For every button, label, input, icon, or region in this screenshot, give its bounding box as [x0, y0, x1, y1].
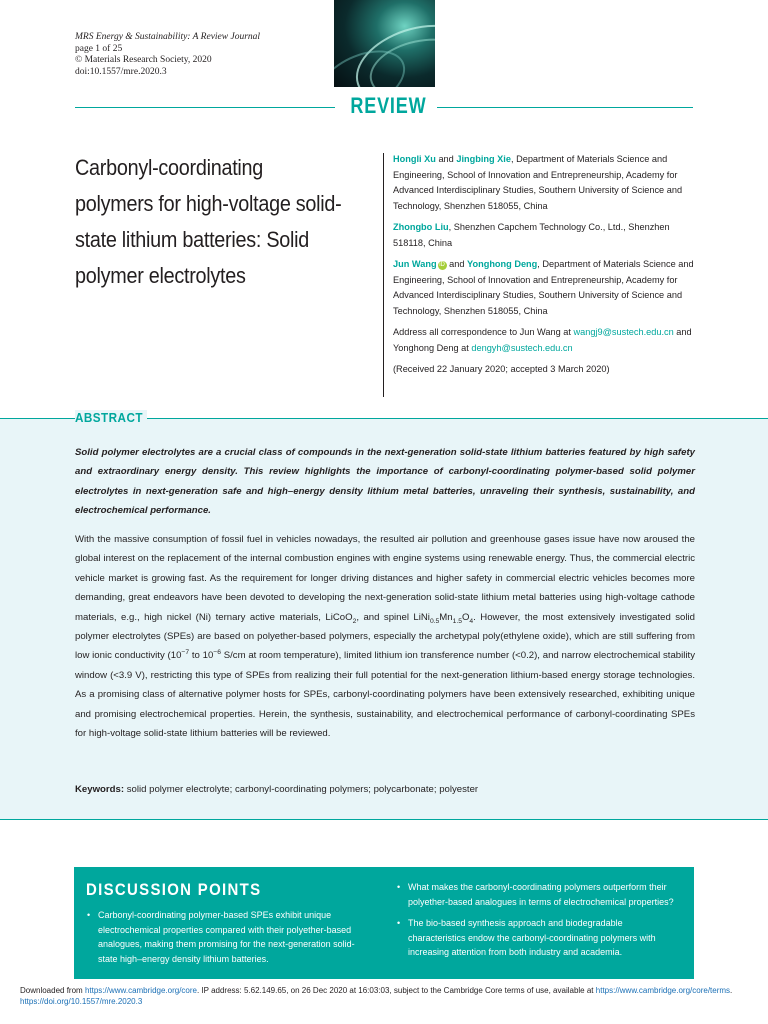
abstract-lead: Solid polymer electrolytes are a crucial class of compounds in the next-generation solid-state lithium batteries featured by high safety and extraordinary energy density. This review highlights the importance of carbonyl-coordinating polymer-based solid polymer electrolytes in next-generation safe and high–energy density lithium metal batteries, unraveling their synthesis, sustainability, and electrochemical performance.: [75, 447, 695, 516]
received-dates: (Received 22 January 2020; accepted 3 March 2020): [393, 364, 610, 374]
review-rule-left: [75, 107, 335, 108]
downloaded-label: Downloaded from: [20, 986, 83, 995]
author-name[interactable]: Jun Wang: [393, 259, 437, 269]
title-divider: [383, 153, 384, 397]
orcid-icon[interactable]: iD: [439, 262, 445, 268]
discussion-point: • What makes the carbonyl-coordinating polymers outperform their polyether-based analogues in terms of electrochemical properties?: [396, 880, 682, 909]
review-rule-right: [437, 107, 693, 108]
discussion-heading: DISCUSSION POINTS: [86, 880, 262, 899]
correspondence-mid: and Yonghong Deng at: [393, 327, 692, 353]
author-name[interactable]: Yonghong Deng: [467, 259, 538, 269]
doi-link[interactable]: https://doi.org/10.1557/mre.2020.3: [20, 997, 143, 1006]
author-name[interactable]: Hongli Xu: [393, 154, 436, 164]
affiliation-group-1: Hongli Xu and Jingbing Xie, Department of Materials Science and Engineering, School of Innovation and Entrepreneurship, Academy for Advanced Interdisciplinary Studies, Southern University of Science and Technology, Shenzhen 518055, China: [393, 154, 683, 211]
affiliation-text: Shenzhen Capchem Technology Co., Ltd., Shenzhen 518118, China: [393, 222, 670, 248]
article-title: Carbonyl-coordinating polymers for high-voltage solid-state lithium batteries: Solid polymer electrolytes: [75, 155, 342, 288]
terms-link[interactable]: https://www.cambridge.org/core/terms: [595, 986, 731, 995]
email-link[interactable]: wangj9@sustech.edu.cn: [573, 327, 674, 337]
cambridge-core-link[interactable]: https://www.cambridge.org/core: [84, 986, 197, 995]
conjunction: and: [449, 259, 465, 269]
journal-cover-image: [334, 0, 435, 87]
page-count: page 1 of 25: [75, 43, 123, 54]
author-name[interactable]: Jingbing Xie: [456, 154, 511, 164]
discussion-points-box: [74, 867, 694, 979]
discussion-point: • The bio-based synthesis approach and biodegradable characteristics endow the carbonyl-coordinating polymers with increasing attention from both industry and academia.: [396, 916, 682, 960]
copyright: © Materials Research Society, 2020: [75, 55, 212, 65]
abstract-heading: ABSTRACT: [75, 410, 147, 425]
author-affiliations: [393, 152, 698, 384]
correspondence: [393, 325, 698, 356]
journal-name: MRS Energy & Sustainability: A Review Journal: [75, 32, 261, 42]
correspondence-prefix: Address all correspondence to Jun Wang at: [393, 327, 571, 337]
conjunction: and: [438, 154, 454, 164]
section-label: REVIEW: [350, 93, 427, 118]
ip-info: . IP address: 5.62.149.65, on 26 Dec 2020 at 16:03:03, subject to the Cambridge Core terms of use, available at: [196, 986, 594, 995]
discussion-list-right: [396, 880, 682, 967]
affiliation-group-2: Zhongbo Liu, Shenzhen Capchem Technology Co., Ltd., Shenzhen 518118, China: [393, 222, 670, 248]
author-name[interactable]: Zhongbo Liu: [393, 222, 449, 232]
keywords-list: solid polymer electrolyte; carbonyl-coordinating polymers; polycarbonate; polyester: [126, 784, 479, 795]
abstract-body: With the massive consumption of fossil fuel in vehicles nowadays, the resulted air pollution and greenhouse gases issue have now aroused the global interest on the replacement of the internal combustion engines with engine systems using renewable energy. Thus, the commercial electric vehicle market is growing fast. As the requirement for longer driving distances and higher safety in commercial electric vehicles becomes more demanding, great endeavors have been devoted to developing the next-generation solid-state lithium metal batteries using high-voltage cathode materials, e.g., high nickel (Ni) ternary active materials, LiCoO$_2$, and spinel $LiNi_{0.5}Mn_{1.5}O_4$. However, the most extensively investigated solid polymer electrolytes (SPEs) are based on polyether-based polymers, especially the archetypal poly(ethylene oxide), which are still suffering from low ionic conductivity ($10^{-7}$ to $10^{-6}$ S/cm at room temperature), limited lithium ion transference number (<0.2), and narrow electrochemical stability window (<3.9 V), restricting this type of SPEs from realizing their full potential for the next-generation lithium-based energy storage technologies. As a promising class of alternative polymer hosts for SPEs, carbonyl-coordinating polymers have been extensively researched, exhibiting unique and promising electrochemical properties. Herein, the synthesis, sustainability, and electrochemical performance of carbonyl-coordinating SPEs for high-voltage solid-state lithium batteries will be reviewed.: [75, 534, 695, 740]
affiliation-text: Department of Materials Science and Engineering, School of Innovation and Entrepreneurship, Academy for Advanced Interdisciplinary Studies, Southern University of Science and Technology, Shenzhen 518055, China: [393, 259, 694, 316]
doi: doi:10.1557/mre.2020.3: [75, 66, 167, 77]
keywords-label: Keywords:: [75, 784, 125, 795]
affiliation-text: Department of Materials Science and Engineering, School of Innovation and Entrepreneurship, Academy for Advanced Interdisciplinary Studies, Southern University of Science and Technology, Shenzhen 518055, China: [393, 154, 683, 211]
email-link[interactable]: dengyh@sustech.edu.cn: [471, 342, 573, 353]
discussion-point: • Carbonyl-coordinating polymer-based SPEs exhibit unique electrochemical properties compared with their polyether-based analogues, making them promising for the next-generation solid-state high–energy density lithium batteries.: [86, 908, 358, 966]
keywords: [75, 784, 695, 795]
discussion-list-left: [86, 908, 358, 973]
download-footer: Downloaded from https://www.cambridge.org/core. IP address: 5.62.149.65, on 26 Dec 2020 at 16:03:03, subject to the Cambridge Core terms of use, available at https://www.cambridge.org/core/terms. https://doi.org/10.1557/mre.2020.3: [20, 986, 733, 1006]
affiliation-group-3: Jun Wang iD and Yonghong Deng, Department of Materials Science and Engineering, School of Innovation and Entrepreneurship, Academy for Advanced Interdisciplinary Studies, Southern University of Science and Technology, Shenzhen 518055, China: [393, 259, 694, 316]
journal-meta: [75, 32, 325, 78]
